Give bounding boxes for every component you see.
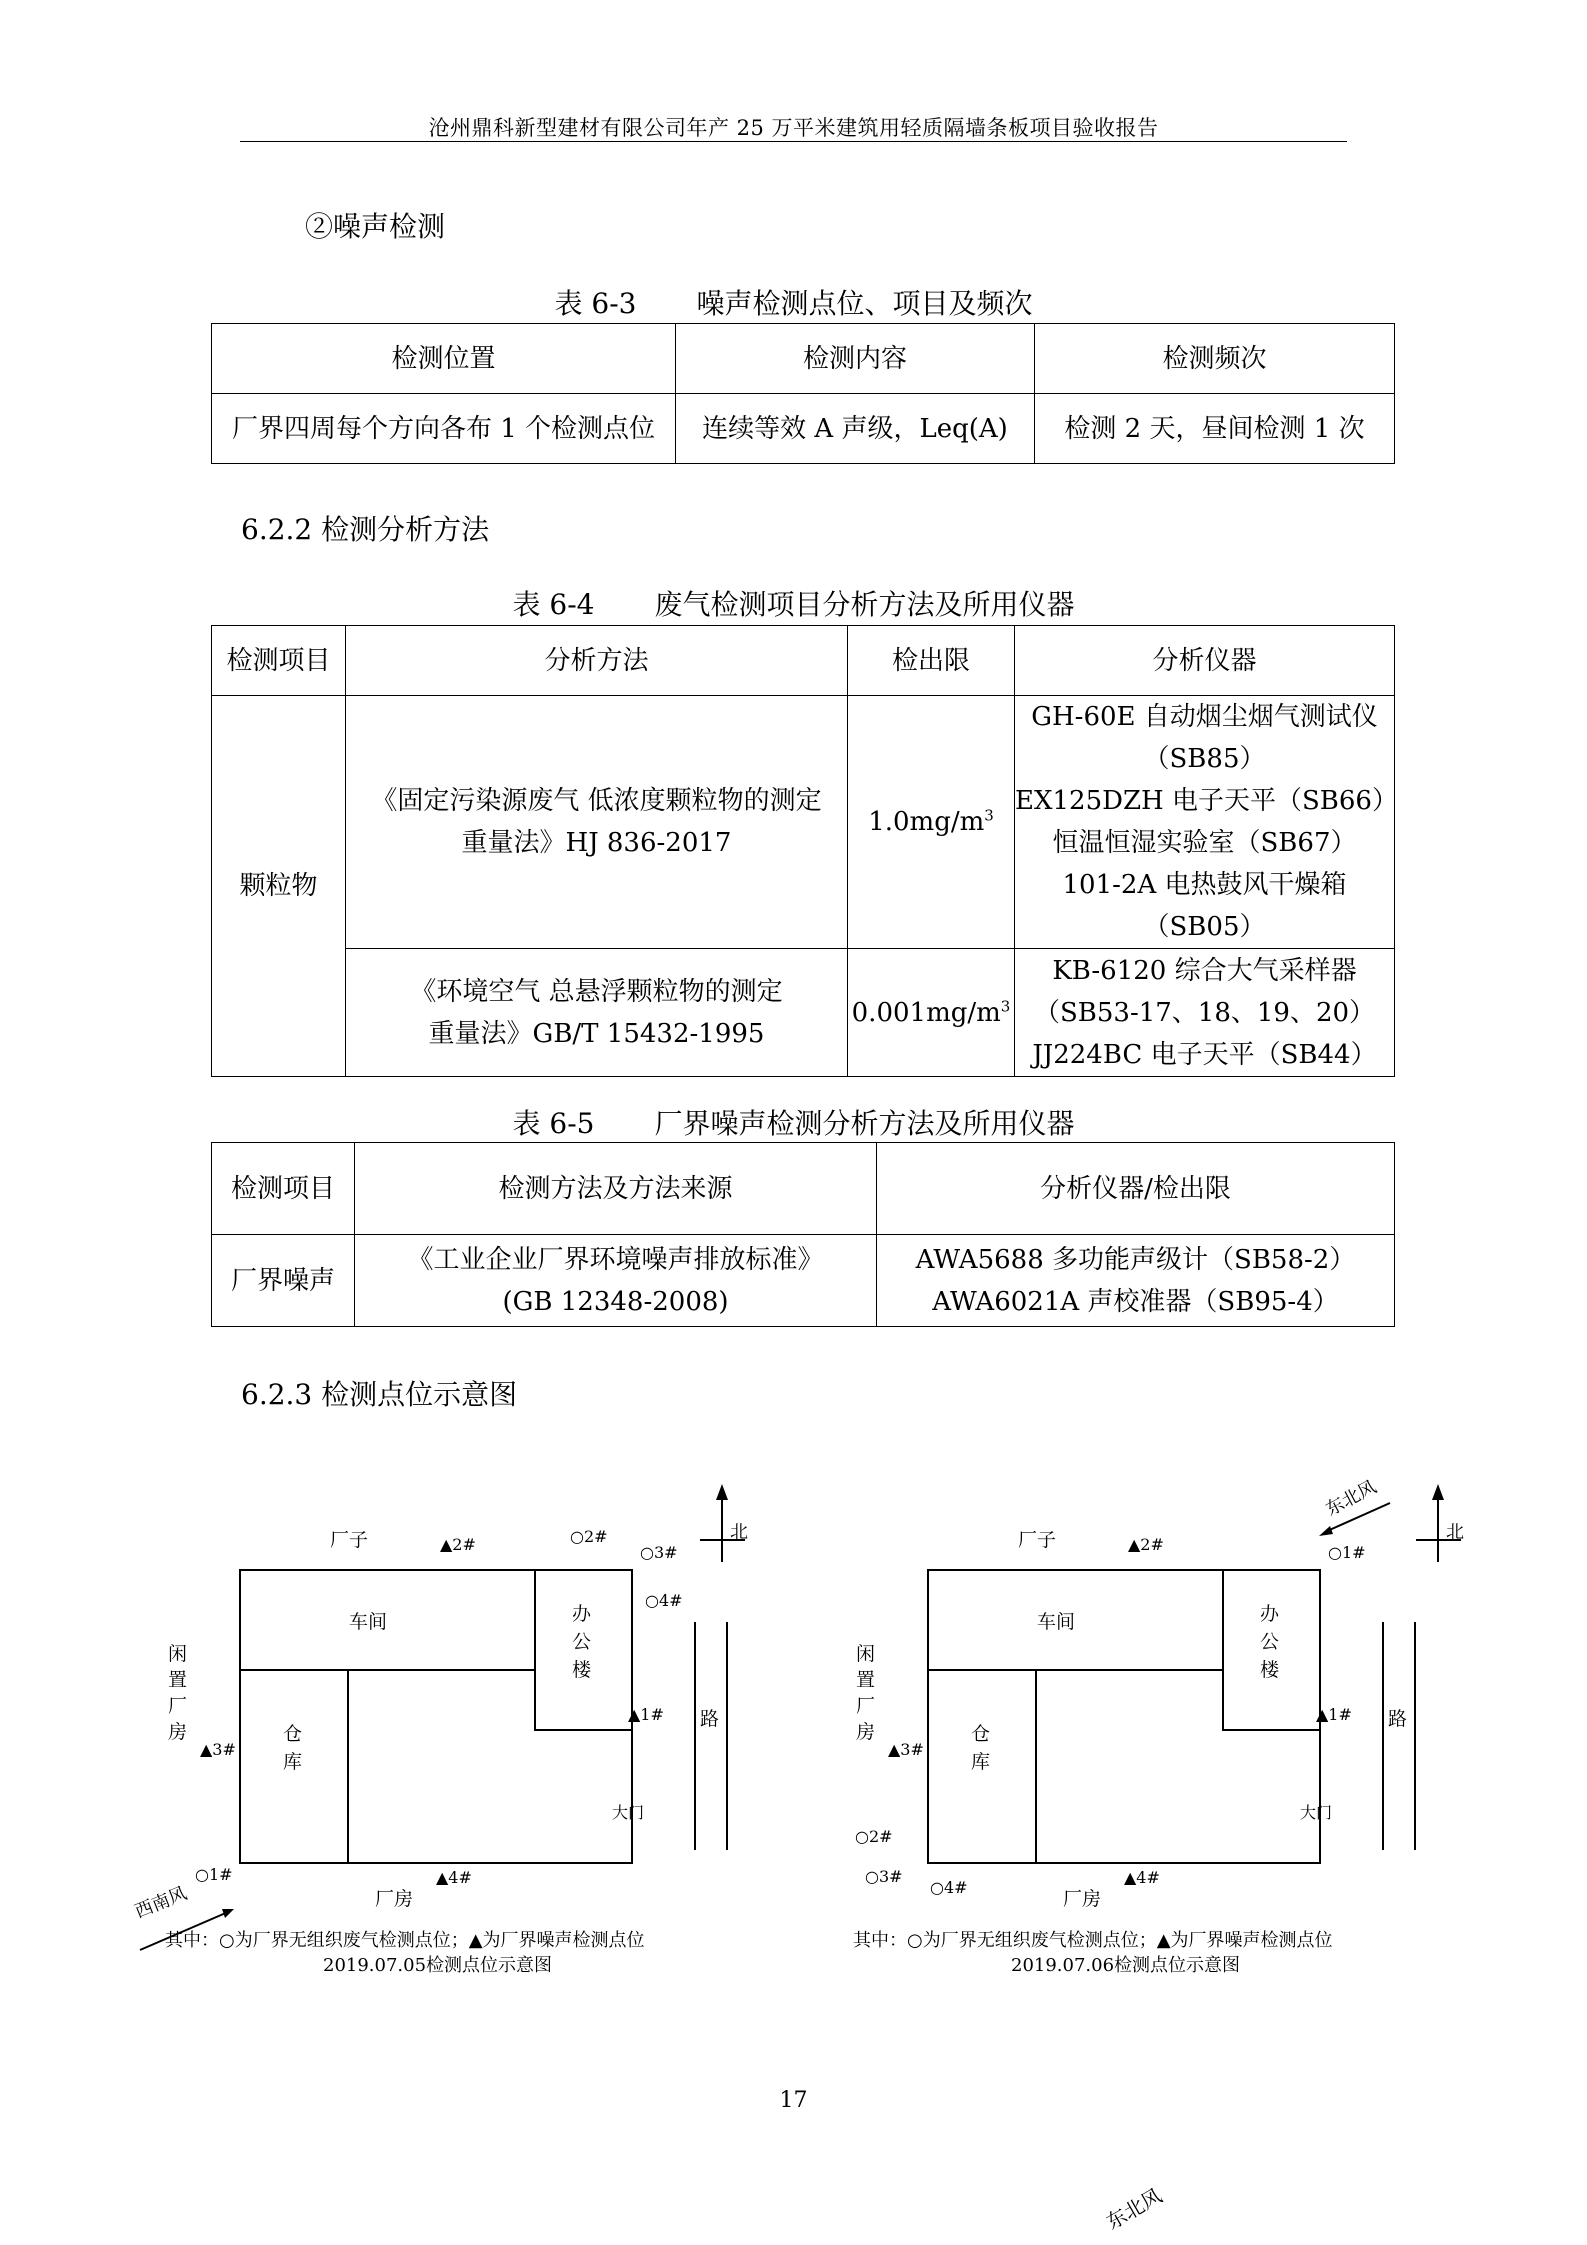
table-cell-limit: $1.0mg/m^3$	[848, 696, 1015, 949]
table-header-cell: 检测位置	[212, 324, 676, 394]
office-label: 办	[572, 1603, 592, 1625]
workshop-label: 车间	[349, 1611, 388, 1633]
gas-point-3: ○3#	[865, 1867, 903, 1886]
table-6-4	[211, 625, 1398, 1077]
section-6-2-3-title: 6.2.3 检测点位示意图	[241, 1378, 518, 1411]
table-6-5-caption: 表 6-5 厂界噪声检测分析方法及所用仪器	[512, 1107, 1075, 1140]
table-cell-instruments: AWA5688 多功能声级计（SB58-2） AWA6021A 声校准器（SB95-4）	[877, 1235, 1395, 1327]
wind-direction-label: 东北风	[1322, 1476, 1381, 1521]
diagram-legend: 其中：○为厂界无组织废气检测点位；▲为厂界噪声检测点位	[165, 1930, 645, 1951]
section-6-2-2-title: 6.2.2 检测分析方法	[241, 513, 490, 546]
noise-point-1: ▲1#	[1316, 1705, 1352, 1724]
factory-bottom-label: 厂房	[375, 1888, 414, 1910]
factory-top-label: 厂子	[330, 1529, 369, 1551]
wind-direction-label: 西南风	[132, 1882, 190, 1923]
table-cell-item: 颗粒物	[212, 696, 346, 1077]
office-label: 办	[1260, 1603, 1280, 1625]
table-header-cell: 分析仪器	[1015, 626, 1395, 696]
monitoring-map-right	[790, 1470, 1490, 1990]
table-cell: 检测 2 天，昼间检测 1 次	[1035, 394, 1395, 464]
office-label: 楼	[572, 1659, 592, 1681]
noise-point-4: ▲4#	[1124, 1868, 1160, 1887]
gas-point-3: ○3#	[640, 1543, 678, 1562]
noise-point-4: ▲4#	[436, 1868, 472, 1887]
table-6-4-caption: 表 6-4 废气检测项目分析方法及所用仪器	[512, 588, 1075, 621]
gate-label: 大门	[1300, 1803, 1333, 1822]
idle-plant-label: 闲	[168, 1643, 188, 1665]
noise-point-3: ▲3#	[200, 1740, 236, 1759]
wind-arrow-icon	[1319, 1526, 1333, 1536]
north-label: 北	[1446, 1522, 1464, 1543]
workshop-label: 车间	[1037, 1611, 1076, 1633]
table-6-5	[211, 1142, 1395, 1327]
table-header-cell: 检出限	[848, 626, 1015, 696]
idle-plant-label: 厂	[168, 1695, 188, 1717]
table-cell-instruments: KB-6120 综合大气采样器 （SB53-17、18、19、20） JJ224BC 电子天平（SB44）	[1015, 949, 1395, 1077]
gas-point-1: ○1#	[1328, 1543, 1366, 1562]
idle-plant-label: 闲	[856, 1643, 876, 1665]
diagram-legend: 其中：○为厂界无组织废气检测点位；▲为厂界噪声检测点位	[853, 1930, 1333, 1951]
warehouse-label: 库	[971, 1751, 991, 1773]
idle-plant-label: 房	[856, 1721, 876, 1743]
north-arrow-icon	[716, 1484, 728, 1500]
table-cell-item: 厂界噪声	[212, 1235, 355, 1327]
gate-label: 大门	[612, 1803, 645, 1822]
table-6-3	[211, 323, 1395, 464]
idle-plant-label: 厂	[856, 1695, 876, 1717]
road-label: 路	[1388, 1708, 1408, 1730]
idle-plant-label: 置	[168, 1669, 188, 1691]
gas-point-2: ○2#	[855, 1827, 893, 1846]
factory-top-label: 厂子	[1018, 1529, 1057, 1551]
table-cell: 厂界四周每个方向各布 1 个检测点位	[212, 394, 676, 464]
diagram-caption: 2019.07.06检测点位示意图	[1011, 1955, 1241, 1976]
header-divider	[240, 141, 1347, 142]
table-header-cell: 检测项目	[212, 1143, 355, 1235]
idle-plant-label: 房	[168, 1721, 188, 1743]
road-label: 路	[700, 1708, 720, 1730]
office-label: 楼	[1260, 1659, 1280, 1681]
gas-point-4: ○4#	[930, 1878, 968, 1897]
table-cell-method: 《环境空气 总悬浮颗粒物的测定 重量法》GB/T 15432-1995	[346, 949, 848, 1077]
warehouse-label: 仓	[971, 1723, 991, 1745]
table-header-cell: 检测方法及方法来源	[355, 1143, 877, 1235]
table-cell-limit: $0.001mg/m^3$	[848, 949, 1015, 1077]
table-cell: 连续等效 A 声级，Leq(A)	[676, 394, 1035, 464]
gas-point-4: ○4#	[645, 1591, 683, 1610]
north-label: 北	[730, 1522, 748, 1543]
factory-bottom-label: 厂房	[1063, 1888, 1102, 1910]
report-header: 沧州鼎科新型建材有限公司年产 25 万平米建筑用轻质隔墙条板项目验收报告	[428, 116, 1159, 140]
noise-point-2: ▲2#	[1128, 1535, 1164, 1554]
warehouse-label: 仓	[283, 1723, 303, 1745]
idle-plant-label: 置	[856, 1669, 876, 1691]
table-cell-method: 《固定污染源废气 低浓度颗粒物的测定 重量法》HJ 836-2017	[346, 696, 848, 949]
north-arrow-icon	[1432, 1484, 1444, 1500]
office-label: 公	[572, 1631, 592, 1653]
warehouse-label: 库	[283, 1751, 303, 1773]
table-header-cell: 检测内容	[676, 324, 1035, 394]
gas-point-1: ○1#	[195, 1865, 233, 1884]
noise-section-title: ②噪声检测	[305, 210, 446, 243]
monitoring-map-left	[100, 1470, 800, 1990]
table-header-cell: 检测频次	[1035, 324, 1395, 394]
page-number: 17	[779, 2088, 808, 2113]
noise-point-1: ▲1#	[628, 1705, 664, 1724]
noise-point-3: ▲3#	[888, 1740, 924, 1759]
table-header-cell: 分析方法	[346, 626, 848, 696]
table-cell-method: 《工业企业厂界环境噪声排放标准》 (GB 12348-2008)	[355, 1235, 877, 1327]
table-6-3-caption: 表 6-3 噪声检测点位、项目及频次	[554, 287, 1033, 320]
diagram-caption: 2019.07.05检测点位示意图	[323, 1955, 553, 1976]
wind-arrow-icon	[222, 1909, 234, 1918]
noise-point-2: ▲2#	[440, 1535, 476, 1554]
gas-point-2: ○2#	[570, 1527, 608, 1546]
corner-text-fragment: 东北风	[1102, 2183, 1166, 2235]
table-header-cell: 分析仪器/检出限	[877, 1143, 1395, 1235]
office-label: 公	[1260, 1631, 1280, 1653]
table-cell-instruments: GH-60E 自动烟尘烟气测试仪 （SB85） EX125DZH 电子天平（SB66） 恒温恒湿实验室（SB67） 101-2A 电热鼓风干燥箱 （SB05）	[1015, 696, 1395, 949]
table-header-cell: 检测项目	[212, 626, 346, 696]
